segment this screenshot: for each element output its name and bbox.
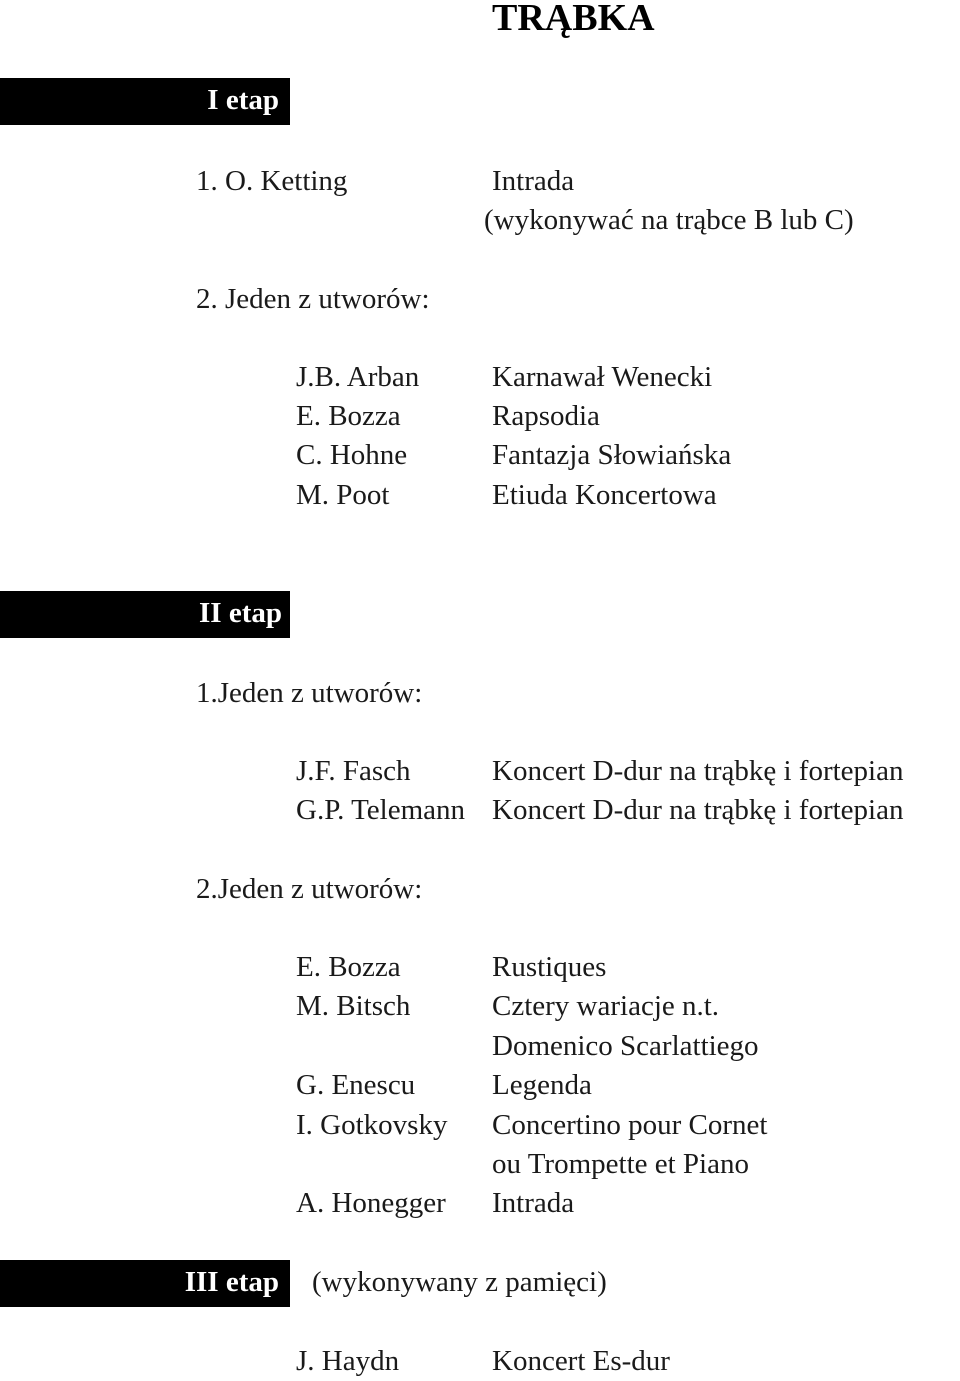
work-composer: G. Enescu [296,1069,416,1101]
work-composer: J.F. Fasch [296,755,411,787]
stage-1-item-1-title: Intrada [492,165,575,197]
work-title: Karnawał Wenecki [492,361,713,393]
work-title: Intrada [492,1187,575,1219]
stage-1-item-1-note: (wykonywać na trąbce B lub C) [484,204,854,236]
work-title-continuation: ou Trompette et Piano [492,1148,749,1180]
work-title: Legenda [492,1069,592,1101]
stage-3-header-bar [0,1260,290,1307]
stage-1-item-2-header: 2. Jeden z utworów: [196,283,430,315]
work-title: Koncert D-dur na trąbkę i fortepian [492,794,904,826]
stage-2-group-1-header: 1.Jeden z utworów: [196,677,423,709]
stage-2-header-bar [0,591,290,638]
work-title: Etiuda Koncertowa [492,479,717,511]
work-title: Rustiques [492,951,607,983]
page-title: TRĄBKA [492,0,655,39]
work-composer: A. Honegger [296,1187,446,1219]
work-title: Koncert D-dur na trąbkę i fortepian [492,755,904,787]
work-composer: J. Haydn [296,1345,400,1377]
work-composer: J.B. Arban [296,361,420,393]
work-title: Rapsodia [492,400,600,432]
stage-1-label: I etap [207,84,279,116]
stage-3-label: III etap [184,1266,279,1298]
work-title: Cztery wariacje n.t. [492,990,720,1022]
work-title: Concertino pour Cornet [492,1109,768,1141]
work-title: Koncert Es-dur [492,1345,670,1377]
work-composer: E. Bozza [296,951,401,983]
work-composer: I. Gotkovsky [296,1109,448,1141]
work-composer: M. Bitsch [296,990,411,1022]
work-composer: C. Hohne [296,439,408,471]
work-title-continuation: Domenico Scarlattiego [492,1030,759,1062]
work-composer: M. Poot [296,479,390,511]
stage-2-group-2-header: 2.Jeden z utworów: [196,873,423,905]
work-title: Fantazja Słowiańska [492,439,732,471]
stage-1-item-1-composer: 1. O. Ketting [196,165,348,197]
work-composer: G.P. Telemann [296,794,466,826]
stage-2-label: II etap [199,597,282,629]
work-composer: E. Bozza [296,400,401,432]
stage-1-header-bar [0,78,290,125]
stage-3-note: (wykonywany z pamięci) [312,1266,607,1298]
